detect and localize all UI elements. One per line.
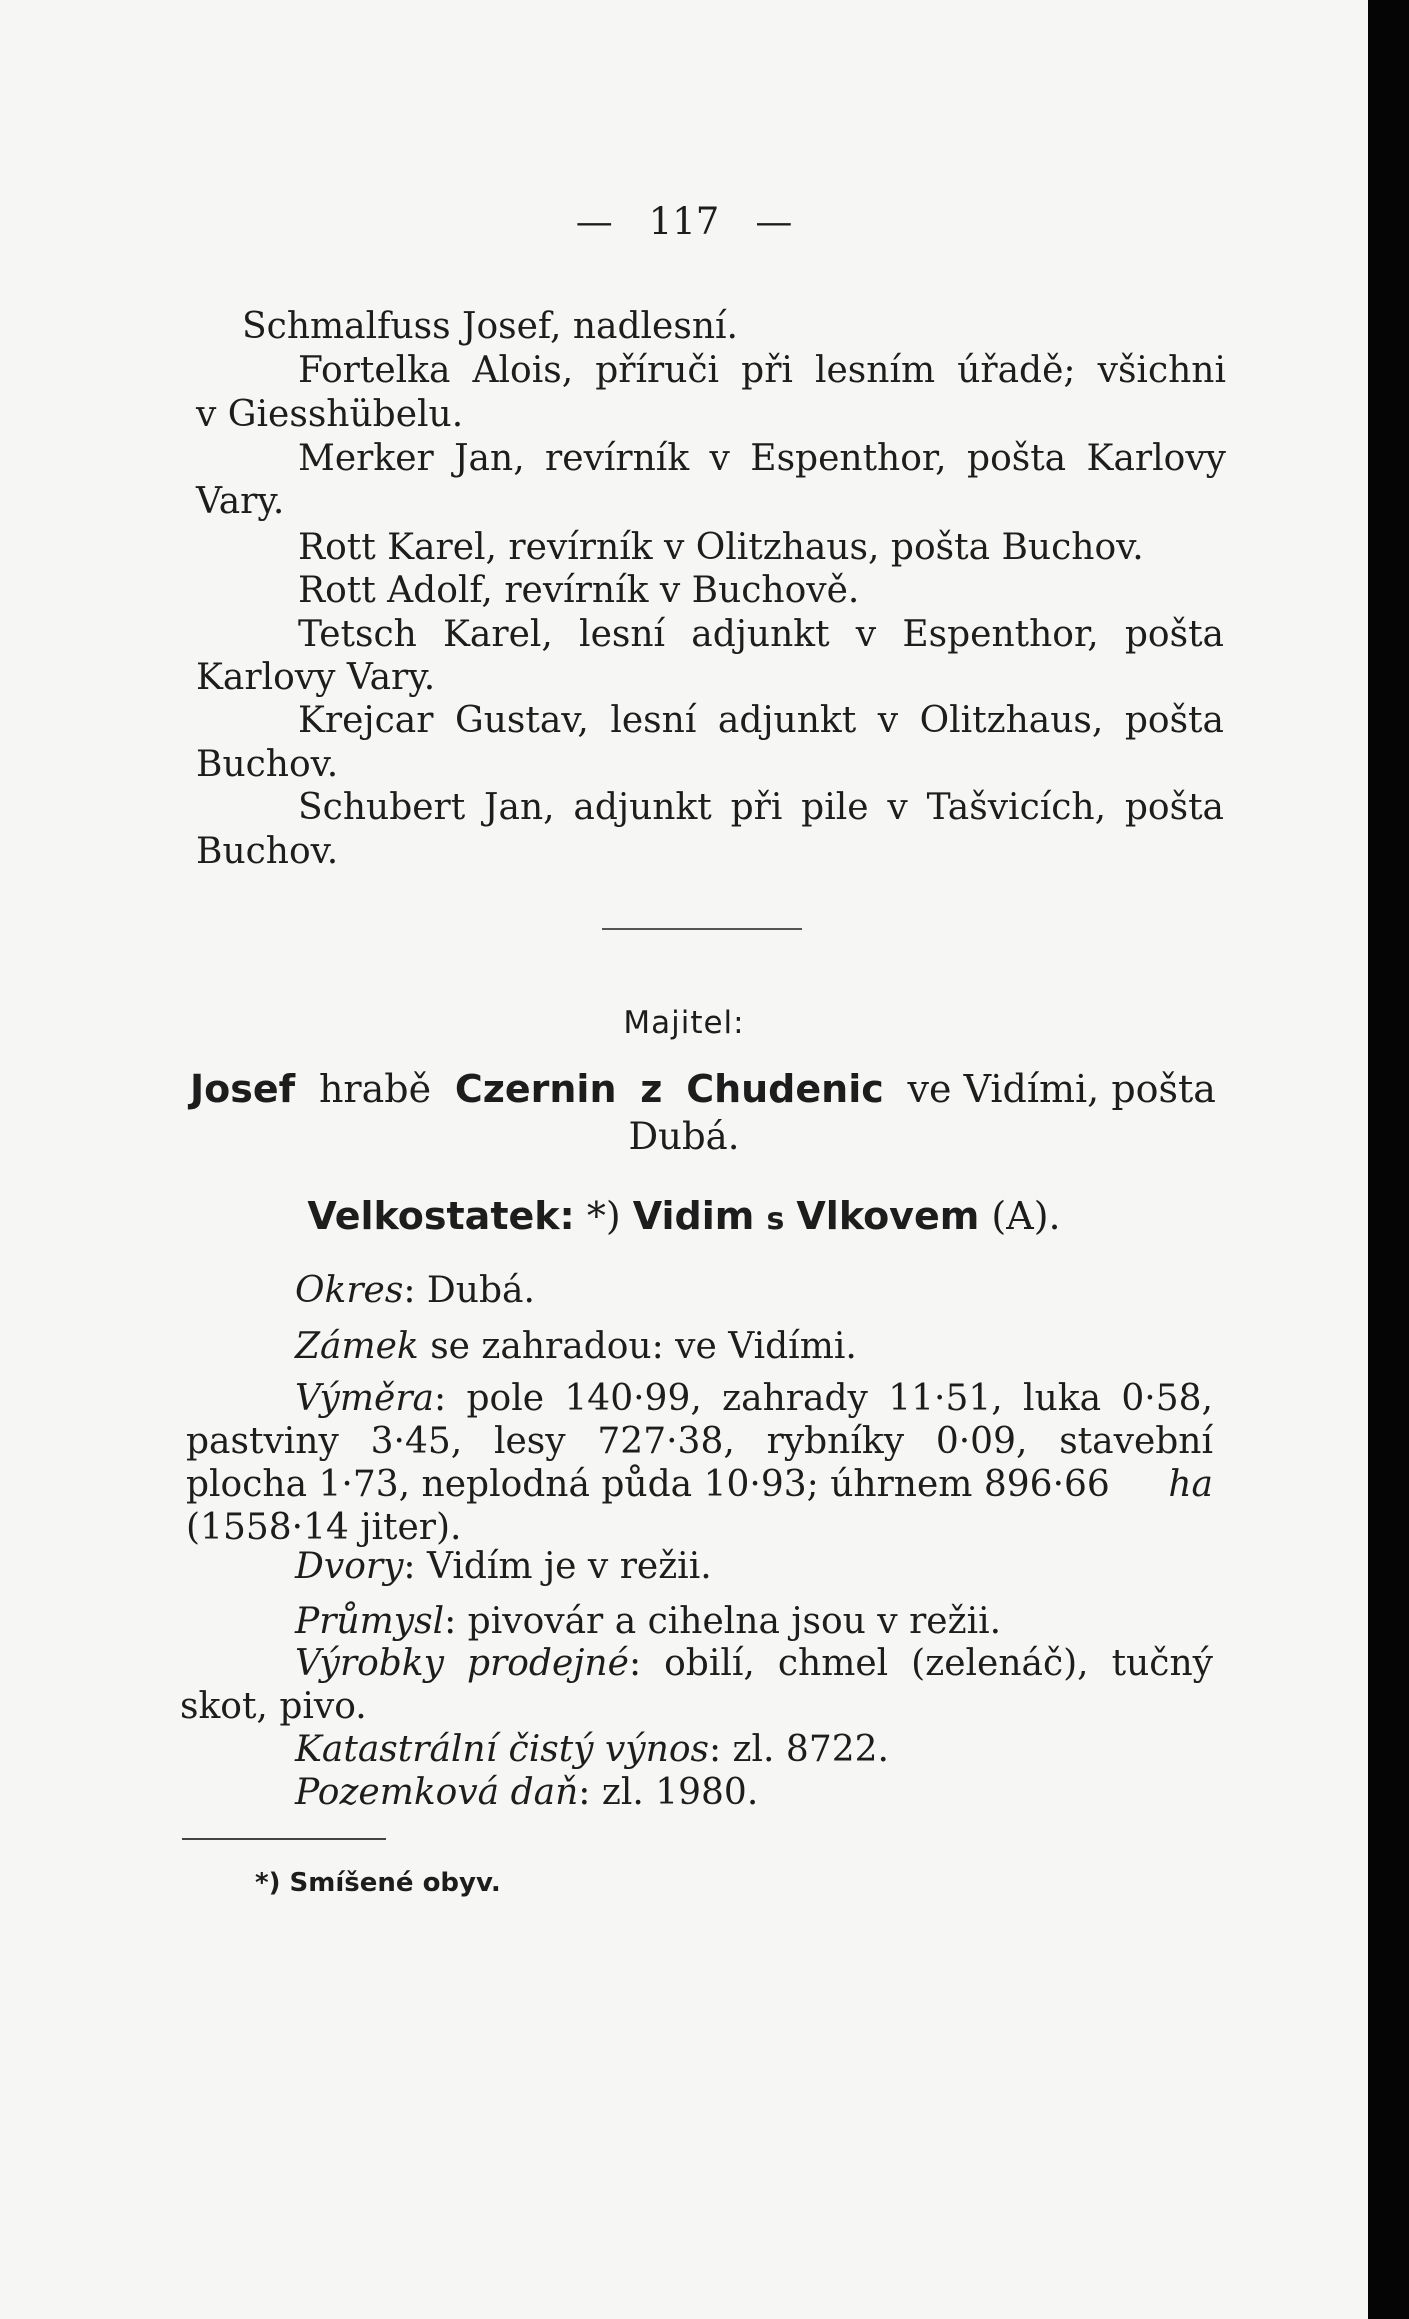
detail-label: Výrobky prodejné <box>295 1643 629 1684</box>
estate-name2: Vlkovem <box>796 1194 980 1238</box>
staff-line: Krejcar Gustav, lesní adjunkt v Olitzhaus, pošta <box>298 700 1224 741</box>
detail-value: se zahradou: ve Vidími. <box>430 1326 857 1367</box>
detail-dan <box>295 1772 758 1814</box>
owner-label: Majitel: <box>623 1005 745 1041</box>
estate-category: (A). <box>991 1194 1061 1238</box>
owner-first-name: Josef <box>190 1067 296 1111</box>
detail-vymera-cont: pastviny 3·45, lesy 727·38, rybníky 0·09, stavební <box>186 1421 1213 1462</box>
estate-label: Velkostatek: <box>307 1194 575 1238</box>
owner-title: hrabě <box>318 1067 432 1111</box>
staff-line: Schmalfuss Josef, nadlesní. <box>242 306 738 347</box>
detail-vymera <box>295 1378 1213 1420</box>
detail-value: : Vidím je v režii. <box>403 1546 712 1587</box>
owner-prep: z <box>640 1067 663 1111</box>
detail-vyrobky <box>295 1643 1213 1685</box>
staff-line: v Giesshübelu. <box>196 394 464 435</box>
detail-label: Výměra <box>295 1378 434 1419</box>
staff-line: Rott Adolf, revírník v Buchově. <box>298 570 860 611</box>
staff-line: Vary. <box>196 481 285 522</box>
detail-value: : zl. 1980. <box>578 1772 759 1813</box>
detail-value: plocha 1·73, neplodná půda 10·93; úhrnem 896·66 <box>186 1464 1110 1505</box>
detail-label: Pozemková daň <box>295 1772 579 1813</box>
detail-label: Okres <box>295 1270 404 1311</box>
detail-katastr <box>295 1729 889 1771</box>
detail-unit: ha <box>1168 1464 1213 1505</box>
section-divider <box>602 928 802 930</box>
owner-family: Chudenic <box>686 1067 884 1111</box>
detail-value: : obilí, chmel (zelenáč), tučný <box>628 1643 1213 1684</box>
staff-line: Buchov. <box>196 744 339 785</box>
detail-label: Zámek <box>295 1326 419 1367</box>
page-number-value: 117 <box>648 200 720 243</box>
staff-line: Tetsch Karel, lesní adjunkt v Espenthor, pošta <box>298 614 1224 655</box>
page-number <box>0 200 1368 243</box>
owner-surname: Czernin <box>454 1067 617 1111</box>
detail-okres <box>295 1270 535 1312</box>
detail-label: Dvory <box>295 1546 404 1587</box>
detail-value: : zl. 8722. <box>708 1729 889 1770</box>
dash: — <box>575 200 613 243</box>
detail-vymera-cont: (1558·14 jiter). <box>186 1507 462 1548</box>
detail-vyrobky-cont: skot, pivo. <box>180 1686 367 1727</box>
staff-line: Rott Karel, revírník v Olitzhaus, pošta Buchov. <box>298 527 1144 568</box>
staff-line: Schubert Jan, adjunkt při pile v Tašvicích, pošta <box>298 787 1224 828</box>
detail-label: Průmysl <box>295 1601 445 1642</box>
estate-conj: s <box>766 1202 785 1237</box>
staff-line: Buchov. <box>196 831 339 872</box>
owner-address: ve Vidími, pošta <box>907 1067 1216 1111</box>
estate-footnote-mark: *) <box>586 1194 621 1238</box>
detail-prumysl <box>295 1601 1001 1643</box>
detail-value: : Dubá. <box>403 1270 535 1311</box>
detail-value: : pole 140·99, zahrady 11·51, luka 0·58, <box>434 1378 1213 1419</box>
detail-value: : pivovár a cihelna jsou v režii. <box>444 1601 1002 1642</box>
detail-zamek <box>295 1326 857 1368</box>
detail-vymera-cont <box>186 1464 1213 1506</box>
dash: — <box>755 200 793 243</box>
footnote: *) Smíšené obyv. <box>255 1868 501 1898</box>
detail-dvory <box>295 1546 712 1588</box>
detail-label: Katastrální čistý výnos <box>295 1729 709 1770</box>
estate-name: Vidim <box>632 1194 755 1238</box>
staff-line: Merker Jan, revírník v Espenthor, pošta Karlovy <box>298 438 1226 479</box>
footnote-rule <box>182 1838 386 1840</box>
estate-heading <box>0 1194 1368 1238</box>
owner-line <box>190 1068 1216 1110</box>
staff-line: Karlovy Vary. <box>196 657 436 698</box>
staff-line: Fortelka Alois, příruči při lesním úřadě; všichni <box>298 350 1226 391</box>
owner-post: Dubá. <box>628 1115 740 1158</box>
